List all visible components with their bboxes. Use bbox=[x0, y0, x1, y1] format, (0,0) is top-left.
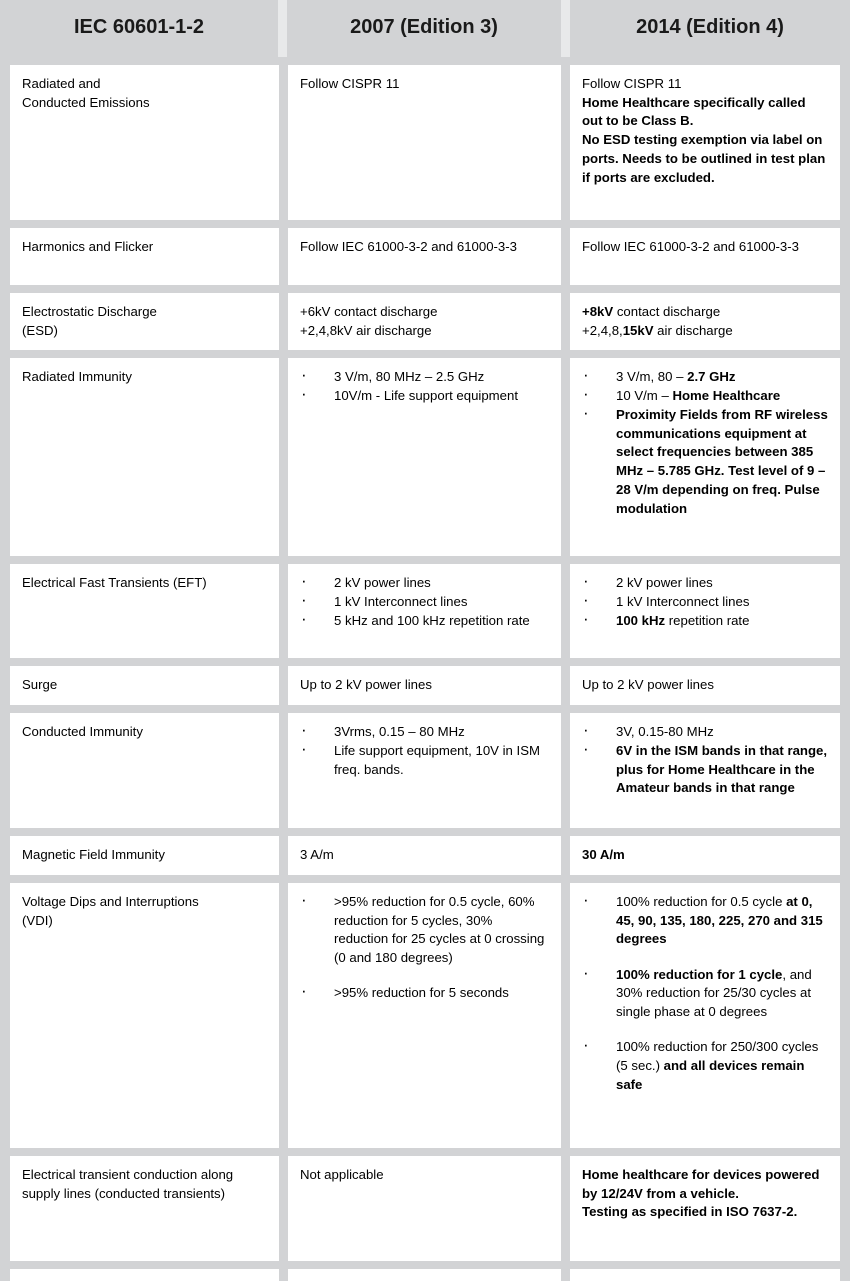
plain-text: repetition rate bbox=[665, 612, 750, 628]
cell-partial bbox=[288, 1269, 561, 1281]
plain-text: 3Vrms, 0.15 – 80 MHz bbox=[334, 724, 465, 740]
cell-edition3 bbox=[288, 713, 561, 828]
cell-edition4 bbox=[570, 65, 840, 220]
bullet-list bbox=[582, 893, 828, 1095]
cell-edition4 bbox=[570, 666, 840, 705]
header-cell-edition4: 2014 (Edition 4) bbox=[570, 0, 850, 57]
plain-text: 1 kV Interconnect lines bbox=[616, 594, 750, 610]
plain-text: 10 V/m – bbox=[616, 388, 673, 404]
plain-text: 100% reduction for 0.5 cycle bbox=[616, 893, 787, 909]
cell-paragraph bbox=[582, 303, 828, 322]
cell-paragraph: Home healthcare for devices powered by 12/24V from a vehicle. bbox=[582, 1166, 820, 1201]
cell-paragraph: Electrical Fast Transients (EFT) bbox=[22, 575, 207, 591]
plain-text: Life support equipment, 10V in ISM freq. bands. bbox=[334, 742, 540, 777]
emphasis-text: 6V in the ISM bands in that range, plus for Home Healthcare in the Amateur bands in that range bbox=[616, 742, 828, 796]
bullet-item bbox=[582, 593, 828, 612]
cell-paragraph: Testing as specified in ISO 7637-2. bbox=[582, 1204, 798, 1220]
bullet-item bbox=[300, 893, 549, 968]
bullet-item bbox=[582, 406, 828, 518]
cell-paragraph: Voltage Dips and Interruptions bbox=[22, 893, 199, 909]
table-row bbox=[0, 358, 850, 556]
plain-text: contact discharge bbox=[613, 304, 721, 319]
bullet-list bbox=[300, 368, 549, 405]
bullet-item bbox=[582, 742, 828, 798]
bullet-item bbox=[300, 368, 549, 387]
cell-paragraph: (ESD) bbox=[22, 322, 58, 338]
cell-edition3 bbox=[288, 65, 561, 220]
cell-paragraph: Electrostatic Discharge bbox=[22, 304, 157, 319]
cell-paragraph: 30 A/m bbox=[582, 847, 625, 863]
bullet-list bbox=[582, 574, 828, 630]
cell-paragraph: Follow IEC 61000-3-2 and 61000-3-3 bbox=[300, 239, 517, 254]
table-row bbox=[0, 65, 850, 220]
cell-paragraph: Follow CISPR 11 bbox=[300, 76, 400, 91]
header-cell-standard: IEC 60601-1-2 bbox=[0, 0, 278, 57]
emphasis-text: 15kV bbox=[622, 322, 654, 338]
cell-topic bbox=[10, 713, 279, 828]
plain-text: >95% reduction for 5 seconds bbox=[334, 985, 509, 1001]
bullet-item bbox=[582, 893, 828, 949]
cell-paragraph: Not applicable bbox=[300, 1166, 384, 1182]
cell-edition4 bbox=[570, 713, 840, 828]
cell-paragraph: Conducted Emissions bbox=[22, 94, 150, 110]
bullet-list bbox=[582, 723, 828, 798]
cell-topic bbox=[10, 293, 279, 350]
header-gap-1 bbox=[278, 0, 287, 57]
plain-text: , and 30% reduction for 25/30 cycles at single phase at 0 degrees bbox=[616, 966, 812, 1020]
cell-edition4 bbox=[570, 883, 840, 1148]
cell-paragraph: Electrical transient conduction along supply lines (conducted transients) bbox=[22, 1166, 234, 1201]
bullet-item bbox=[300, 574, 549, 593]
cell-topic bbox=[10, 358, 279, 556]
table-row bbox=[0, 1156, 850, 1261]
cell-topic bbox=[10, 836, 279, 875]
header-gap-2 bbox=[561, 0, 570, 57]
cell-topic bbox=[10, 666, 279, 705]
emphasis-text: 100% reduction for 1 cycle bbox=[616, 966, 783, 982]
bullet-item bbox=[582, 723, 828, 742]
cell-topic bbox=[10, 228, 279, 285]
table-row bbox=[0, 228, 850, 285]
table-row bbox=[0, 564, 850, 658]
plain-text: air discharge bbox=[653, 322, 733, 338]
cell-edition4 bbox=[570, 358, 840, 556]
cell-paragraph: Magnetic Field Immunity bbox=[22, 847, 165, 863]
cell-paragraph bbox=[582, 322, 828, 341]
emphasis-text: 100 kHz bbox=[616, 612, 666, 628]
table-row bbox=[0, 883, 850, 1148]
table-row bbox=[0, 836, 850, 875]
plain-text: 3 V/m, 80 – bbox=[616, 369, 688, 385]
cell-paragraph: (VDI) bbox=[22, 912, 53, 928]
cell-paragraph: Follow CISPR 11 bbox=[582, 76, 682, 91]
bullet-item bbox=[582, 966, 828, 1022]
bullet-list bbox=[300, 574, 549, 630]
cell-edition4 bbox=[570, 228, 840, 285]
plain-text: 2 kV power lines bbox=[616, 575, 713, 591]
cell-edition3 bbox=[288, 293, 561, 350]
emphasis-text: and all devices remain safe bbox=[616, 1058, 805, 1092]
cell-paragraph: +6kV contact discharge bbox=[300, 304, 438, 319]
plain-text: 5 kHz and 100 kHz repetition rate bbox=[334, 612, 530, 628]
header-cell-edition3: 2007 (Edition 3) bbox=[287, 0, 561, 57]
cell-edition4 bbox=[570, 564, 840, 658]
plain-text: 100% reduction for 250/300 cycles (5 sec.) bbox=[616, 1039, 819, 1074]
table-body bbox=[0, 65, 850, 1281]
plain-text: 1 kV Interconnect lines bbox=[334, 594, 468, 610]
cell-partial bbox=[570, 1269, 840, 1281]
plain-text: 3 V/m, 80 MHz – 2.5 GHz bbox=[334, 369, 485, 385]
bullet-list bbox=[300, 893, 549, 1003]
bullet-item bbox=[582, 612, 828, 631]
cell-paragraph: Follow IEC 61000-3-2 and 61000-3-3 bbox=[582, 239, 799, 254]
bullet-item bbox=[300, 593, 549, 612]
plain-text: 2 kV power lines bbox=[334, 575, 431, 591]
cell-topic bbox=[10, 883, 279, 1148]
bullet-list bbox=[582, 368, 828, 518]
plain-text: >95% reduction for 0.5 cycle, 60% reduction for 5 cycles, 30% reduction for 25 cycles at 0 crossing (0 and 180 degrees) bbox=[334, 893, 545, 966]
cell-paragraph: +2,4,8kV air discharge bbox=[300, 322, 432, 338]
cell-edition3 bbox=[288, 836, 561, 875]
cell-edition3 bbox=[288, 1156, 561, 1261]
table-row-partial bbox=[0, 1269, 850, 1281]
table-row bbox=[0, 293, 850, 350]
plain-text: 3V, 0.15-80 MHz bbox=[616, 724, 714, 740]
cell-paragraph: Harmonics and Flicker bbox=[22, 239, 154, 254]
cell-paragraph: Surge bbox=[22, 677, 58, 693]
bullet-item bbox=[300, 387, 549, 406]
cell-paragraph: Conducted Immunity bbox=[22, 724, 143, 740]
plain-text: 10V/m - Life support equipment bbox=[334, 388, 518, 404]
cell-edition3 bbox=[288, 228, 561, 285]
cell-paragraph: No ESD testing exemption via label on ports. Needs to be outlined in test plan if ports are excluded. bbox=[582, 132, 826, 185]
cell-edition3 bbox=[288, 666, 561, 705]
cell-paragraph: Home Healthcare specifically called out to be Class B. bbox=[582, 94, 806, 129]
table-header-row bbox=[0, 0, 850, 57]
emphasis-text: Home Healthcare bbox=[672, 388, 781, 404]
emphasis-text: 2.7 GHz bbox=[687, 369, 736, 385]
bullet-item bbox=[582, 387, 828, 406]
emphasis-text: Proximity Fields from RF wireless communications equipment at select frequencies between 385 MHz – 5.785 GHz. Test level of 9 – 28 V/m depending on freq. Pulse modulation bbox=[616, 406, 828, 516]
cell-edition4 bbox=[570, 836, 840, 875]
cell-edition4 bbox=[570, 1156, 840, 1261]
cell-edition3 bbox=[288, 358, 561, 556]
cell-paragraph: Up to 2 kV power lines bbox=[300, 677, 432, 693]
bullet-item bbox=[582, 368, 828, 387]
bullet-item bbox=[300, 984, 549, 1003]
plain-text: +2,4,8, bbox=[582, 322, 623, 338]
cell-paragraph: Radiated Immunity bbox=[22, 369, 132, 385]
table-row bbox=[0, 666, 850, 705]
bullet-item bbox=[300, 612, 549, 631]
cell-edition3 bbox=[288, 564, 561, 658]
bullet-item bbox=[300, 742, 549, 779]
cell-topic bbox=[10, 564, 279, 658]
cell-edition3 bbox=[288, 883, 561, 1148]
cell-paragraph: Up to 2 kV power lines bbox=[582, 677, 714, 693]
cell-edition4 bbox=[570, 293, 840, 350]
cell-partial bbox=[10, 1269, 279, 1281]
bullet-item bbox=[300, 723, 549, 742]
bullet-item bbox=[582, 574, 828, 593]
cell-topic bbox=[10, 65, 279, 220]
bullet-item bbox=[582, 1038, 828, 1094]
cell-paragraph: Radiated and bbox=[22, 76, 101, 91]
cell-topic bbox=[10, 1156, 279, 1261]
table-row bbox=[0, 713, 850, 828]
emphasis-text: +8kV bbox=[582, 304, 614, 319]
emphasis-text: at 0, 45, 90, 135, 180, 225, 270 and 315 degrees bbox=[616, 893, 823, 947]
cell-paragraph: 3 A/m bbox=[300, 847, 334, 863]
bullet-list bbox=[300, 723, 549, 779]
